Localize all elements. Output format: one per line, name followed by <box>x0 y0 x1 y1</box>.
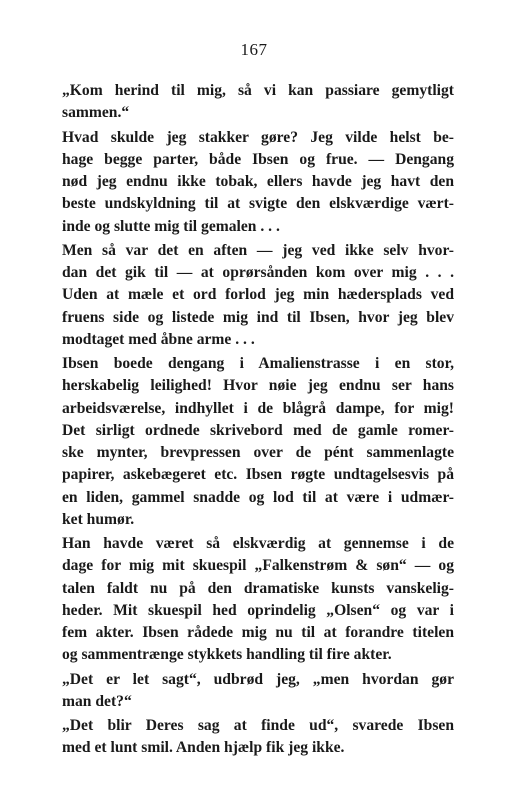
text-line: arbeidsværelse, indhyllet i de blågrå dampe, for mig! <box>62 399 454 417</box>
text-line: dan det gik til — at oprørsånden kom over mig . . . <box>62 264 454 281</box>
text-line: Men så var det en aften — jeg ved ikke selv hvor- <box>62 241 454 259</box>
text-line: Uden at mæle et ord forlod jeg min hædersplads ved <box>62 286 454 304</box>
text-line: talen faldt nu på den dramatiske kunsts vanskelig- <box>62 579 454 597</box>
paragraph <box>62 669 454 714</box>
text-line: „Det er let sagt“, udbrød jeg, „men hvordan gør <box>62 670 454 688</box>
text-line: ket humør. <box>62 510 135 528</box>
text-line: „Kom herind til mig, så vi kan passiare gemytligt <box>62 82 454 99</box>
text-line: papirer, askebægeret etc. Ibsen røgte undtagelsesvis på <box>62 466 454 484</box>
text-line: dage for mig mit skuespil „Falkenstrøm & søn“ — og <box>62 557 454 575</box>
text-line: og sammentrænge stykkets handling til fire akter. <box>62 646 392 664</box>
text-line: fem akter. Ibsen rådede mig nu til at forandre titelen <box>62 624 454 641</box>
text-line: nød jeg endnu ikke tobak, ellers havde jeg havt den <box>62 173 454 190</box>
text-line: Hvad skulde jeg stakker gøre? Jeg vilde helst be- <box>62 128 454 146</box>
text-line: med et lunt smil. Anden hjælp fik jeg ikke. <box>62 739 345 757</box>
text-line: Det sirligt ordnede skrivebord med de gamle romer- <box>62 421 454 439</box>
text-line: Ibsen boede dengang i Amalienstrasse i en stor, <box>62 355 454 372</box>
text-line: ske mynter, brevpressen over de pént sammenlagte <box>62 444 454 461</box>
text-line: heder. Mit skuespil hed oprindelig „Olsen“ og var i <box>62 601 454 619</box>
body-text <box>62 80 454 762</box>
paragraph <box>62 127 454 238</box>
text-line: man det?“ <box>62 692 132 710</box>
text-line: hage begge parter, både Ibsen og frue. — Dengang <box>62 150 454 168</box>
paragraph <box>62 353 454 531</box>
paragraph <box>62 240 454 351</box>
text-line: en liden, gammel snadde og lod til at være i udmær- <box>62 488 454 506</box>
page-number: 167 <box>240 40 268 59</box>
paragraph <box>62 533 454 667</box>
text-line: sammen.“ <box>62 104 130 122</box>
text-line: Han havde været så elskværdig at gennemse i de <box>62 535 454 552</box>
paragraph <box>62 80 454 125</box>
text-line: beste undskyldning til at svigte den elskværdige vært- <box>62 195 454 213</box>
text-line: „Det blir Deres sag at finde ud“, svarede Ibsen <box>62 717 454 734</box>
text-line: herskabelig leilighed! Hvor nøie jeg endnu ser hans <box>62 377 454 395</box>
text-line: inde og slutte mig til gemalen . . . <box>62 217 280 235</box>
text-line: fruens side og listede mig ind til Ibsen, hvor jeg blev <box>62 308 454 326</box>
text-line: modtaget med åbne arme . . . <box>62 330 255 348</box>
paragraph <box>62 715 454 760</box>
